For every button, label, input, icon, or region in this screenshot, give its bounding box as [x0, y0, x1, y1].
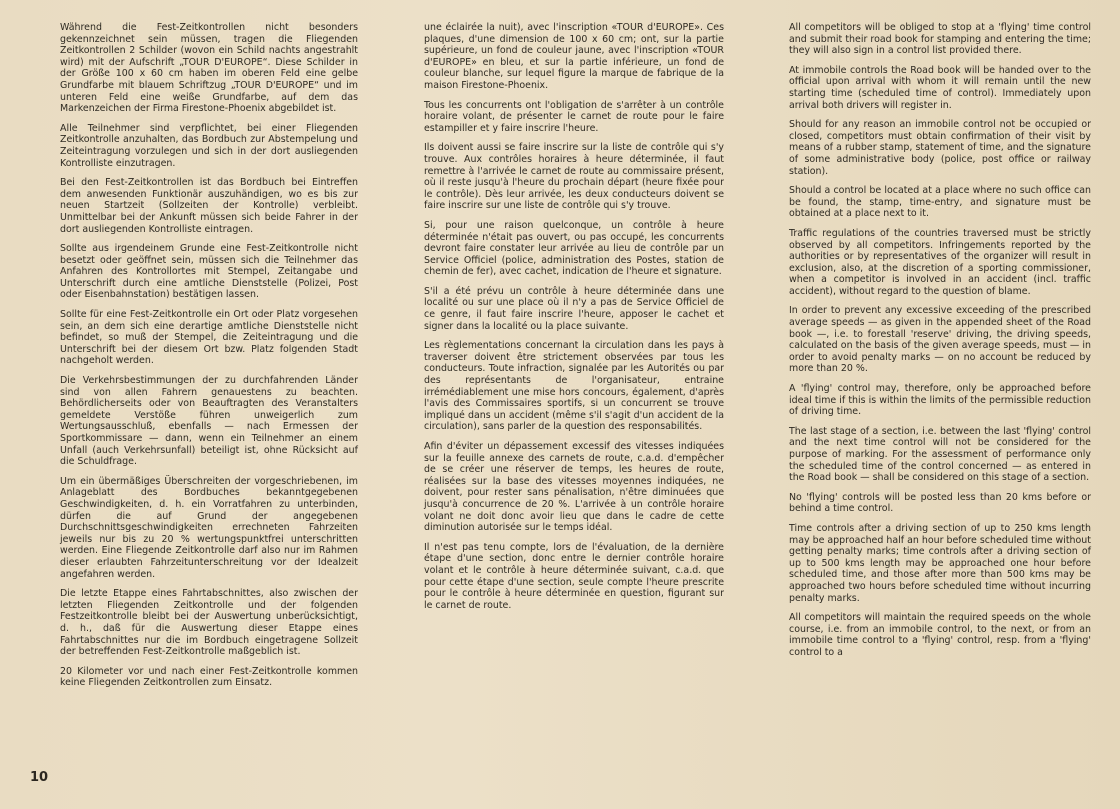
paragraph: Alle Teilnehmer sind verpflichtet, bei einer Fliegenden Zeitkontrolle anzuhalten, das Bordbuch zur Abstempelung und Zeiteintragung vorzulegen und sich in der dort ausliegenden Kontrolliste einzutragen.	[60, 122, 358, 169]
paragraph: Während die Fest-Zeitkontrollen nicht besonders gekennzeichnet sein müssen, tragen die Fliegenden Zeitkontrollen 2 Schilder (wovon ein Schild nachts angestrahlt wird) mit der Aufschrift „TOUR D'EUROPE“. Diese Schilder in der Größe 100 x 60 cm haben im oberen Feld eine gelbe Grundfarbe mit blauem Schriftzug „TOUR D'EUROPE“ und im unteren Feld eine weiße Grundfarbe, auf dem das Markenzeichen der Firma Firestone-Phoenix abgebildet ist.	[60, 22, 358, 115]
paragraph: Die Verkehrsbestimmungen der zu durchfahrenden Länder sind von allen Fahrern genauestens zu beachten. Behördlicherseits oder von Beauftragten des Veranstalters gemeldete Verstöße führen unweigerlich zum Wertungsausschluß, ebenfalls — nach Ermessen der Sportkommissare — dann, wenn ein Teilnehmer an einem Unfall (auch Verkehrsunfall) beteiligt ist, ohne Rücksicht auf die Schuldfrage.	[60, 375, 358, 468]
column-english	[789, 22, 1091, 667]
paragraph: Si, pour une raison quelconque, un contrôle à heure déterminée n'était pas ouvert, ou pas occupé, les concurrents devront faire constater leur arrivée au lieu de contrôle par un Service Officiel (police, administration des Postes, station de chemin de fer), avec cachet, indication de l'heure et signature.	[424, 219, 724, 278]
paragraph: Tous les concurrents ont l'obligation de s'arrêter à un contrôle horaire volant, de présenter le carnet de route pour le faire estampiller et y faire inscrire l'heure.	[424, 99, 724, 134]
column-german	[60, 22, 358, 697]
column-french	[424, 22, 724, 619]
paragraph: The last stage of a section, i.e. between the last 'flying' control and the next time control will not be considered for the purpose of marking. For the assessment of performance only the scheduled time of the control concerned — as entered in the Road book — shall be considered on this stage of a section.	[789, 425, 1091, 484]
paragraph: 20 Kilometer vor und nach einer Fest-Zeitkontrolle kommen keine Fliegenden Zeitkontrollen zum Einsatz.	[60, 665, 358, 689]
paragraph: All competitors will be obliged to stop at a 'flying' time control and submit their road book for stamping and entering the time; they will also sign in a control list provided there.	[789, 22, 1091, 57]
paragraph: Sollte aus irgendeinem Grunde eine Fest-Zeitkontrolle nicht besetzt oder geöffnet sein, müssen sich die Teilnehmer das Anfahren des Kontrollortes mit Stempel, Zeitangabe und Unterschrift durch eine amtliche Dienststelle (Polizei, Post oder Eisenbahnstation) bestätigen lassen.	[60, 243, 358, 301]
paragraph: All competitors will maintain the required speeds on the whole course, i.e. from an immobile control, to the next, or from an immobile time control to a 'flying' control, resp. from a 'flying' control to a	[789, 612, 1091, 658]
paragraph: Bei den Fest-Zeitkontrollen ist das Bordbuch bei Eintreffen dem anwesenden Funktionär auszuhändigen, wo es bis zur neuen Startzeit (Sollzeiten der Kontrolle) verbleibt. Unmittelbar bei der Ankunft müssen sich beide Fahrer in der dort ausliegenden Kontrolliste eintragen.	[60, 177, 358, 235]
paragraph: Time controls after a driving section of up to 250 kms length may be approached half an hour before scheduled time without getting penalty marks; time controls after a driving section of up to 500 kms length may be approached one hour before scheduled time, and those after more than 500 kms may be approached two hours before scheduled time without incurring penalty marks.	[789, 522, 1091, 604]
paragraph: Traffic regulations of the countries traversed must be strictly observed by all competitors. Infringements reported by the authorities or by representatives of the organizer will result in exclusion, also, at the discretion of a sporting commissioner, when a competitor is involved in an accident (incl. traffic accident), without regard to the question of blame.	[789, 227, 1091, 297]
paragraph: Ils doivent aussi se faire inscrire sur la liste de contrôle qui s'y trouve. Aux contrôles horaires à heure déterminée, il faut remettre à l'arrivée le carnet de route au commissaire présent, où il reste jusqu'à l'heure du prochain départ (heure fixée pour le contrôle). Dès leur arrivée, les deux conducteurs doivent se faire inscrire sur une liste de contrôle qui s'y trouve.	[424, 142, 724, 212]
paragraph: Il n'est pas tenu compte, lors de l'évaluation, de la dernière étape d'une section, donc entre le dernier contrôle horaire volant et le contrôle à heure déterminée suivant, c.a.d. que pour cette étape d'une section, seule compte l'heure prescrite pour le contrôle à heure déterminée en question, figurant sur le carnet de route.	[424, 541, 724, 611]
paragraph: Um ein übermäßiges Überschreiten der vorgeschriebenen, im Anlageblatt des Bordbuches bekanntgegebenen Geschwindigkeiten, d. h. ein Vorratfahren zu unterbinden, dürfen die auf Grund der angegebenen Durchschnittsgeschwindigkeiten errechneten Fahrzeiten jeweils nur bis zu 20 % wertungspunktfrei unterschritten werden. Eine Fliegende Zeitkontrolle darf also nur im Rahmen dieser erlaubten Fahrzeitunterschreitung vor der Idealzeit angefahren werden.	[60, 475, 358, 580]
paragraph: S'il a été prévu un contrôle à heure déterminée dans une localité ou sur une place où il n'y a pas de Service Officiel de ce genre, il faut faire inscrire l'heure, apposer le cachet et signer dans la localité ou la place suivante.	[424, 285, 724, 332]
paragraph: Should a control be located at a place where no such office can be found, the stamp, time-entry, and signature must be obtained at a place next to it.	[789, 185, 1091, 220]
paragraph: At immobile controls the Road book will be handed over to the official upon arrival with whom it will remain until the new starting time (scheduled time of control). Immediately upon arrival both drivers will register in.	[789, 64, 1091, 111]
paragraph: Die letzte Etappe eines Fahrtabschnittes, also zwischen der letzten Fliegenden Zeitkontrolle und der folgenden Festzeitkontrolle bleibt bei der Auswertung unberücksichtigt, d. h., daß für die Auswertung dieser Etappe eines Fahrtabschnittes nur die im Bordbuch eingetragene Sollzeit der betreffenden Fest-Zeitkontrolle maßgeblich ist.	[60, 588, 358, 658]
paragraph: Afin d'éviter un dépassement excessif des vitesses indiquées sur la feuille annexe des carnets de route, c.a.d. d'empêcher de se créer une réserver de temps, les heures de route, réalisées sur la base des vitesses moyennes indiquées, ne doivent, pour rester sans pénalisation, n'être diminuées que jusqu'à concurrence de 20 %. L'arrivée à un contrôle horaire volant ne doit donc avoir lieu que dans le cadre de cette diminution autorisée sur le temps idéal.	[424, 441, 724, 534]
page-number: 10	[30, 770, 49, 785]
paragraph: Should for any reason an immobile control not be occupied or closed, competitors must obtain confirmation of their visit by means of a rubber stamp, statement of time, and the signature of some administrative body (police, post office or railway station).	[789, 119, 1091, 177]
paragraph: Sollte für eine Fest-Zeitkontrolle ein Ort oder Platz vorgesehen sein, an dem sich eine derartige amtliche Dienststelle nicht befindet, so muß der Stempel, die Zeiteintragung und die Unterschrift bei der diesem Ort bzw. Platz folgenden Stadt nachgeholt werden.	[60, 309, 358, 367]
paragraph: Les règlementations concernant la circulation dans les pays à traverser doivent être strictement observées par tous les conducteurs. Toute infraction, signalée par les Autorités ou par des représentants de l'organisateur, entraine irrémédiablement une mise hors concours, également, d'après l'avis des Commissaires sportifs, si un concurrent se trouve impliqué dans un accident (même s'il s'agit d'un accident de la circulation), sans parler de la question des responsabilités.	[424, 340, 724, 433]
paragraph: une éclairée la nuit), avec l'inscription «TOUR d'EUROPE». Ces plaques, d'une dimension de 100 x 60 cm; ont, sur la partie supérieure, un fond de couleur jaune, avec l'inscription «TOUR d'EUROPE» en bleu, et sur la partie inférieure, un fond de couleur blanche, sur lequel figure la marque de fabrique de la maison Firestone-Phoenix.	[424, 22, 724, 91]
paragraph: A 'flying' control may, therefore, only be approached before ideal time if this is within the limits of the permissible reduction of driving time.	[789, 383, 1091, 418]
paragraph: In order to prevent any excessive exceeding of the prescribed average speeds — as given in the appended sheet of the Road book —, i.e. to forestall 'reserve' driving, the driving speeds, calculated on the basis of the given average speeds, must — in order to avoid penalty marks — on no account be reduced by more than 20 %.	[789, 305, 1091, 375]
paragraph: No 'flying' controls will be posted less than 20 kms before or behind a time control.	[789, 491, 1091, 515]
